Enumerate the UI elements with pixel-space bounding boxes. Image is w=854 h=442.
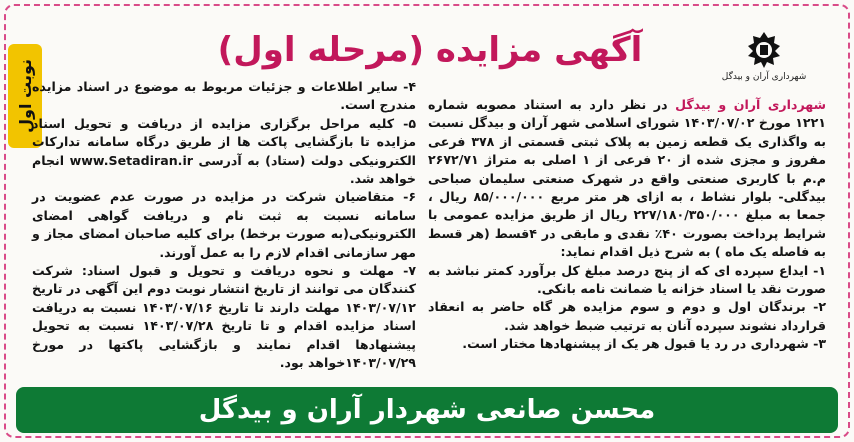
condition-item: ۳- شهرداری در رد یا قبول هر یک از پیشنهادها مختار است. [462,336,826,352]
municipality-emblem-icon [742,30,786,70]
condition-item: ۱- ایداع سپرده ای که از پنج درصد مبلغ کل برآورد کمتر نباشد به صورت نقد یا اسناد خزانه یا ضمانت نامه بانکی. [428,262,826,297]
note-item: ۴- سایر اطلاعات و جزئیات مربوط به موضوع در اسناد مزایده مندرج است. [32,79,416,113]
note-item: ۷- مهلت و نحوه دریافت و تحویل و قبول اسناد: شرکت کنندگان می توانند از تاریخ انتشار نوبت دوم این آگهی در تاریخ ۱۴۰۳/۰۷/۱۲ مهلت دارند تا تاریخ ۱۴۰۳/۰۷/۱۶ نسبت به دریافت اسناد مزایده اقدام و تا تاریخ ۱۴۰۳/۰۷/۲۸ نسبت به تحویل پیشنهادها اقدام نمایند و بازگشایی پاکتها در مورخ ۱۴۰۳/۰۷/۲۹خواهد بود. [32,263,416,371]
right-column [428,96,826,354]
logo [714,30,814,90]
side-tab-label: نوبت اول [15,59,35,133]
footer-bar [16,387,838,433]
logo-text: شهرداری آران و بیدگل [721,72,807,82]
note-item: ۵- کلیه مراحل برگزاری مزایده از دریافت و تحویل اسناد مزایده تا بازگشایی پاکت ها از طریق درگاه سامانه تدارکات الکترونیکی دولت (ستاد) به آدرسی www.Setadiran.ir انجام خواهد شد. [32,115,416,187]
footer-signature: محسن صانعی شهردار آران و بیدگل [198,395,656,425]
note-item: ۶- متقاضیان شرکت در مزایده در صورت عدم عضویت در سامانه نسبت به ثبت نام و دریافت گواهی امضای الکترونیکی(به صورت برخط) برای کلیه صاحبان امضای مجاز و مهر سازمانی اقدام لازم را به عمل آورند. [32,189,416,260]
intro-paragraph [428,96,826,262]
left-column [32,78,416,373]
page-title: آگهی مزایده (مرحله اول) [217,30,643,70]
intro-highlight: شهرداری آران و بیدگل [675,97,826,112]
intro-text: در نظر دارد به استناد مصوبه شماره ۱۲۲۱ مورخ ۱۴۰۳/۰۷/۰۲ شورای اسلامی شهر آران و بیدگل نسبت به واگذاری یک قطعه زمین به پلاک ثبتی قسمتی از ۳۷۸ فرعی مفروز و مجزی شده از ۲۰ فرعی از ۱ اصلی به متراژ ۲۶۷۲/۷۱ م.م با کاربری صنعتی واقع در شهرک صنعتی سلیمان صباحی بیدگلی- بلوار نشاط ، به ازای هر متر مربع ۸۵/۰۰۰/۰۰۰ ریال ، جمعا به مبلغ ۲۲۷/۱۸۰/۳۵۰/۰۰۰ ریال از طریق مزایده عمومی با شرایط پرداخت بصورت ۴۰٪ نقدی و مابقی در ۴قسط (هر قسط به فاصله یک ماه ) به شرح ذیل اقدام نماید: [428,97,827,260]
condition-item: ۲- برندگان اول و دوم و سوم مزایده هر گاه حاضر به انعقاد قرارداد نشوند سپرده آنان به ترتیب ضبط خواهد شد. [428,299,826,333]
